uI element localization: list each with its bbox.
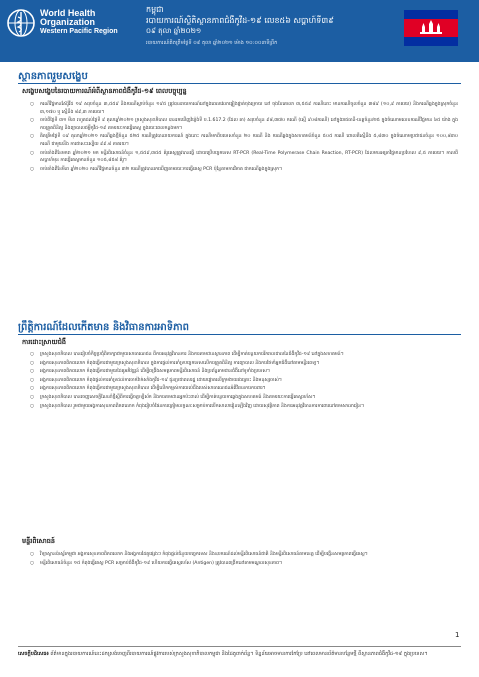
who-wordmark bbox=[40, 9, 118, 36]
list-item: ○ អង្គការសុខភាពពិភពលោក កំពុងធ្វើការជាមួយដៃគូអភិវឌ្ឍន៍ ដើម្បីពង្រឹងសមត្ថភាពមន្ទីរពិសោធន៍ និងប្រព័ន្ធតាមដានជំងឺនៅទូទាំងប្រទេស។ bbox=[30, 368, 458, 376]
list-item: ○ អង្គការសុខភាពពិភពលោក កំពុងធ្វើការជាមួយក្រសួងសុខាភិបាល ក្នុងការផ្តល់ការគាំទ្របច្ចេកទេសលើការត្រួតពិនិត្យ ការព្យាបាល និងការថែទាំអ្នកជំងឺនៅតាមមន្ទីរពេទ្យ។ bbox=[30, 360, 458, 368]
list-item: ○ គិតត្រឹមថ្ងៃទី ០៩ តុលាឆ្នាំ២០២១ ករណីឆ្លងថ្មីចំនួន ៥២៥ ករណីត្រូវបានរាយការណ៍ ក្នុងនោះ ករណីមកពីបរទេសចំនួន ២០ ករណី និង ករណីឆ្លងក្នុងសហគមន៍ចំនួន ៥០៥ ករណី ពោលគឺស្មើនឹង ៥,៨៣០ ក្នុងចំណោមប្រជាជនចំនួន ១០០,៨៣០ ករណី ជាមួយនឹង ការជាសះស្បើយ ៩៩.៨ ភាគរយ។ bbox=[30, 133, 458, 148]
report-title: របាយការណ៍ស្ថិតិស្ថានភាពជំងឺកូវីដ-១៩ លេខ៥៦ សប្តាហ៍ទី៣៩ bbox=[146, 16, 334, 25]
list-item: ○ ករណីវិជ្ជមានស៊ែរ៉ូវីដ ១៩ សរុបចំនួន ៣,៥៥៩ និងករណីស្លាប់ចំនួន ១៩៥ ត្រូវបានរាយការណ៍នៅក្នុងពេលវេលាផ្ទៀងផ្ទាត់ចុងក្រោយ នៅ ចុងខែតោលា ៣,៥៥៩ ករណីនោះ មានករណីចូលចំនួន ៣៨៩ (១០,៩ ភាគរយ) និងករណីឆ្លងក្នុងស្រុកចំនួន ៣,១៧០ ឬ ស្មើនឹង ៨៩,៣ ភាគរយ។ bbox=[30, 101, 458, 116]
cambodia-flag-icon bbox=[404, 10, 458, 46]
org-name-line2: Organization bbox=[40, 17, 96, 27]
footer-text: ព័ត៌មានក្នុងរបាយការណ៍នេះដកស្រង់ចេញពីរបាយការណ៍ផ្លូវការរបស់ក្រសួងសុខាភិបាលកម្ពុជា និងដៃគូពាក់ព័ន្ធ។ ទិន្នន័យអាចមានការកែប្រែ នៅពេលមានព័ត៌មានបន្ថែមថ្មី ពីស្ថានភាពជំងឺកូវីដ-១៩ ក្នុងប្រទេស។ bbox=[50, 651, 428, 657]
report-header bbox=[0, 0, 479, 62]
summary-bullet-list bbox=[30, 101, 458, 174]
subsection-laboratory: មន្ទីរពិសោធន៍ bbox=[22, 537, 56, 545]
list-item: ○ ចាប់តាំងពីខែមីនា ឆ្នាំ២០២០ ករណីវិជ្ជមានចំនួន ៣២ ករណីត្រូវបានរកឃើញតាមរយៈការធ្វើតេស្ត PCR ប៉ុន្តែតាមការវិភាគ ជាករណីឆ្លងក្នុងស្រុក។ bbox=[30, 166, 458, 174]
list-item: ○ ចាប់ពីថ្ងៃទី ៣១ មីនា រហូតដល់ថ្ងៃទី ៩ តុលាឆ្នាំ២០២១ ក្រសួងសុខាភិបាល បានរកឃើញវ៉ារ្យ៉ង់ទី ប.1.617.2 (ដែល តា) សរុបចំនួន ៩៨,៣៧០ ករណី (ស្មើ ៩០៨ករណី) នៅក្នុងរាជធានី-ខេត្តចំនួន២៥ ក្នុងចំណោមលេខករណីវិជ្ជមាន ៦៥ យ៉ាង ក្នុង ការត្រួតពិនិត្យ និងព្យាបាលជម្ងឺកូវីដ-១៩ តាមរយៈការធ្វើតេស្ត ក្នុងរយៈពេលកន្លងមក។ bbox=[30, 117, 458, 132]
list-item: ○ ក្រសួងសុខាភិបាល រួមជាមួយអង្គការសុខភាពពិភពលោក កំពុងរៀបចំផែនការត្រៀមលក្ខណៈសម្រាប់ការបើកសាលារៀនឡើងវិញ ដោយសុវត្ថិភាព និងការអនុវត្តវិធានការការពារនៅតាមសាលារៀន។ bbox=[30, 403, 458, 411]
list-item: ○ វិទ្យាស្ថានប៉ាស្ទ័រកម្ពុជា អង្គការសុខភាពពិភពលោក និងអង្គការដៃគូផ្សេងៗ កំពុងផ្តល់ជំនួយបច្ចេកទេស និងឧបករណ៍ដល់មន្ទីរពិសោធន៍ជាតិ និងមន្ទីរពិសោធន៍តាមខេត្ត ដើម្បីបង្កើនសមត្ថភាពធ្វើតេស្ត។ bbox=[30, 551, 458, 559]
who-emblem-icon bbox=[6, 8, 36, 38]
org-region: Western Pacific Region bbox=[40, 28, 118, 35]
footer-label: សេចក្តីបដិសេធ៖ bbox=[18, 651, 49, 657]
subsection-response: ការដោះស្រាយជំងឺ bbox=[22, 338, 66, 346]
response-bullet-list bbox=[30, 351, 458, 411]
list-item: ○ ក្រសួងសុខាភិបាល បានរៀបចំកិច្ចប្រជុំពិភាក្សាជាមួយសាធារណជន ពីការអនុវត្តវិធានការ និងការតាមដានស្ថានភាព ដើម្បីកាត់បន្ថយការរីករាលដាលនៃជំងឺកូវីដ-១៩ នៅក្នុងសហគមន៍។ bbox=[30, 351, 458, 359]
org-name-line1: World Health bbox=[40, 8, 96, 18]
report-title-block bbox=[146, 4, 334, 49]
section-title-situation: ស្ថានភាពរួមសង្ខេប bbox=[18, 71, 88, 82]
section-title-events: ព្រឹត្តិការណ៍ដែលកើតមាន និងវិធានការអាទិភាព bbox=[18, 322, 190, 333]
section-divider bbox=[18, 83, 461, 84]
report-meta: របាយការណ៍គិតត្រឹមថ្ងៃទី ០៩ តុលា ឆ្នាំ២០២១ ម៉ោង ១០:០០នាទីព្រឹក bbox=[146, 40, 278, 46]
section-divider bbox=[18, 334, 461, 335]
country-name: កម្ពុជា bbox=[146, 5, 164, 14]
footer-divider bbox=[18, 646, 461, 647]
list-item: ○ ក្រសួងសុខាភិបាល បានចេញសេចក្តីណែនាំថ្មីស្តីពីការធ្វើចត្តាឡីស័ក និងការតាមដានអ្នកប៉ះពាល់ ដើម្បីកាត់បន្ថយការឆ្លងក្នុងសហគមន៍ និងតាមរយៈការធ្វើតេស្តរហ័ស។ bbox=[30, 394, 458, 402]
report-date: ០៩ តុលា ឆ្នាំ២០២១ bbox=[146, 27, 202, 35]
page-number: 1 bbox=[455, 631, 460, 639]
list-item: ○ មន្ទីរពិសោធន៍ចំនួន ១៥ កំពុងធ្វើតេស្ត PCR សម្រាប់ជំងឺកូវីដ-១៩ ហើយការធ្វើតេស្តរហ័ស (Antigen) ត្រូវបានពង្រីកនៅតាមមណ្ឌលសុខភាព។ bbox=[30, 560, 458, 568]
laboratory-bullet-list bbox=[30, 551, 458, 568]
footer-disclaimer bbox=[18, 650, 463, 658]
list-item: ○ ចាប់តាំងពីខែមករា ឆ្នាំ២០២១ មក មន្ទីរពិសោធន៍ចំនួន ១,៥៥៩,៣៥៥ គំរូតេស្តត្រូវបានធ្វើ ដោយប្រើបច្ចេកទេស RT-PCR (Real-Time Polymerase Chain Reaction, RT-PCR) ដែលមានអត្រាវិជ្ជមានប្រហែល ៩,៥ ភាគរយ។ កាលពីសប្តាហ៍មុន ការធ្វើតេស្តមានចំនួន ១០៥,៨៥៨ គំរូ។ bbox=[30, 150, 458, 165]
section-subtitle-summary: សង្ខេបសង្ខេបនៃរបាយការណ៍អំពីស្ថានភាពជំងឺកូវីដ-១៩ ពេលបច្ចុប្បន្ន bbox=[22, 87, 187, 95]
list-item: ○ អង្គការសុខភាពពិភពលោក កំពុងផ្តល់ការគាំទ្រដល់ការចាក់វ៉ាក់សាំងកូវីដ-១៩ ជូនប្រជាពលរដ្ឋ ដោយផ្តោតលើក្រុមងាយរងគ្រោះ និងមនុស្សចាស់។ bbox=[30, 377, 458, 385]
list-item: ○ អង្គការសុខភាពពិភពលោក កំពុងធ្វើការជាមួយក្រសួងសុខាភិបាល ដើម្បីលើកកម្ពស់ការយល់ដឹងរបស់សាធារណជនអំពីវិធានការការពារ។ bbox=[30, 385, 458, 393]
